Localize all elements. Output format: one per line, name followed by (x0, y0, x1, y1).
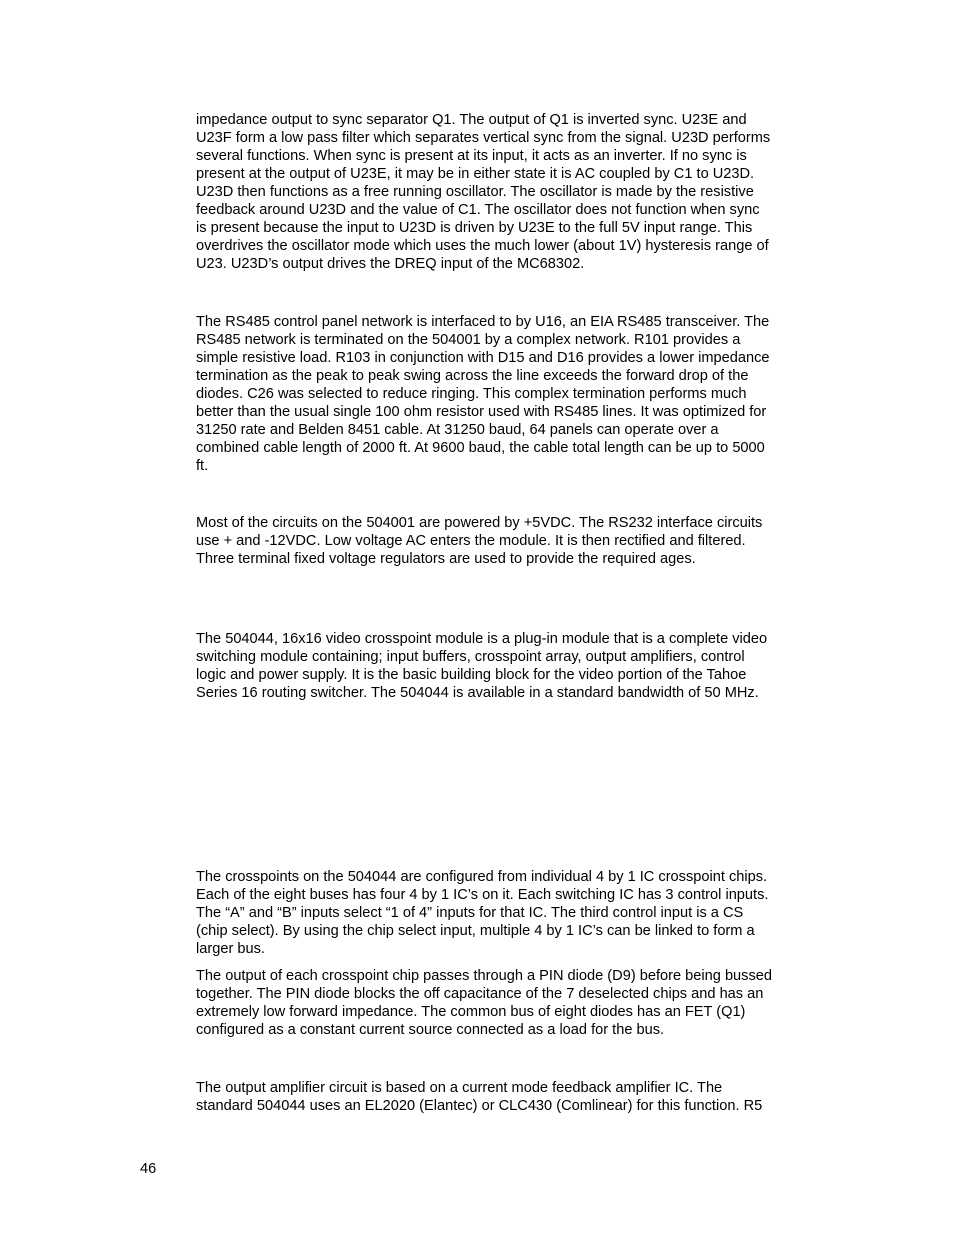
paragraph-crosspoint-configuration: The crosspoints on the 504044 are configured from individual 4 by 1 IC crosspoint chips. Each of the eight buses has four 4 by 1 IC’s on it. Each switching IC has 3 control inputs. The “A” and “B” inputs select “1 of 4” inputs for that IC. The third control input is a CS (chip select). By using the chip select input, multiple 4 by 1 IC’s can be linked to form a larger bus. (196, 869, 769, 957)
paragraph-pin-diode: The output of each crosspoint chip passes through a PIN diode (D9) before being bussed together. The PIN diode blocks the off capacitance of the 7 deselected chips and has an extremely low forward impedance. The common bus of eight diodes has an FET (Q1) configured as a constant current source connected as a load for the bus. (196, 968, 772, 1038)
paragraph-power-supply: Most of the circuits on the 504001 are powered by +5VDC. The RS232 interface circuits use + and -12VDC. Low voltage AC enters the module. It is then rectified and filtered. Three terminal fixed voltage regulators are used to provide the required ages. (196, 515, 763, 567)
paragraph-crosspoint-module-intro: The 504044, 16x16 video crosspoint module is a plug-in module that is a complete video switching module containing; input buffers, crosspoint array, output amplifiers, control logic and power supply. It is the basic building block for the video portion of the Tahoe Series 16 routing switcher. The 504044 is available in a standard bandwidth of 50 MHz. (196, 631, 768, 701)
paragraph-rs485-network: The RS485 control panel network is interfaced to by U16, an EIA RS485 transceiver. The RS485 network is terminated on the 504001 by a complex network. R101 provides a simple resistive load. R103 in conjunction with D15 and D16 provides a lower impedance termination as the peak to peak swing across the line exceeds the forward drop of the diodes. C26 was selected to reduce ringing. This complex termination performs much better than the usual single 100 ohm resistor used with RS485 lines. It was optimized for 31250 rate and Belden 8451 cable. At 31250 baud, 64 panels can operate over a combined cable length of 2000 ft. At 9600 baud, the cable total length can be up to 5000 ft. (196, 314, 770, 474)
page-number: 46 (140, 1161, 157, 1177)
paragraph-sync-separator: impedance output to sync separator Q1. The output of Q1 is inverted sync. U23E and U23F form a low pass filter which separates vertical sync from the signal. U23D performs several functions. When sync is present at its input, it acts as an inverter. If no sync is present at the output of U23E, it may be in either state it is AC coupled by C1 to U23D. U23D then functions as a free running oscillator. The oscillator is made by the resistive feedback around U23D and the value of C1. The oscillator does not function when sync is present because the input to U23D is driven by U23E to the full 5V input range. This overdrives the oscillator mode which uses the much lower (about 1V) hysteresis range of U23. U23D’s output drives the DREQ input of the MC68302. (196, 112, 771, 272)
paragraph-output-amplifier: The output amplifier circuit is based on a current mode feedback amplifier IC. The standard 504044 uses an EL2020 (Elantec) or CLC430 (Comlinear) for this function. R5 (196, 1080, 763, 1114)
